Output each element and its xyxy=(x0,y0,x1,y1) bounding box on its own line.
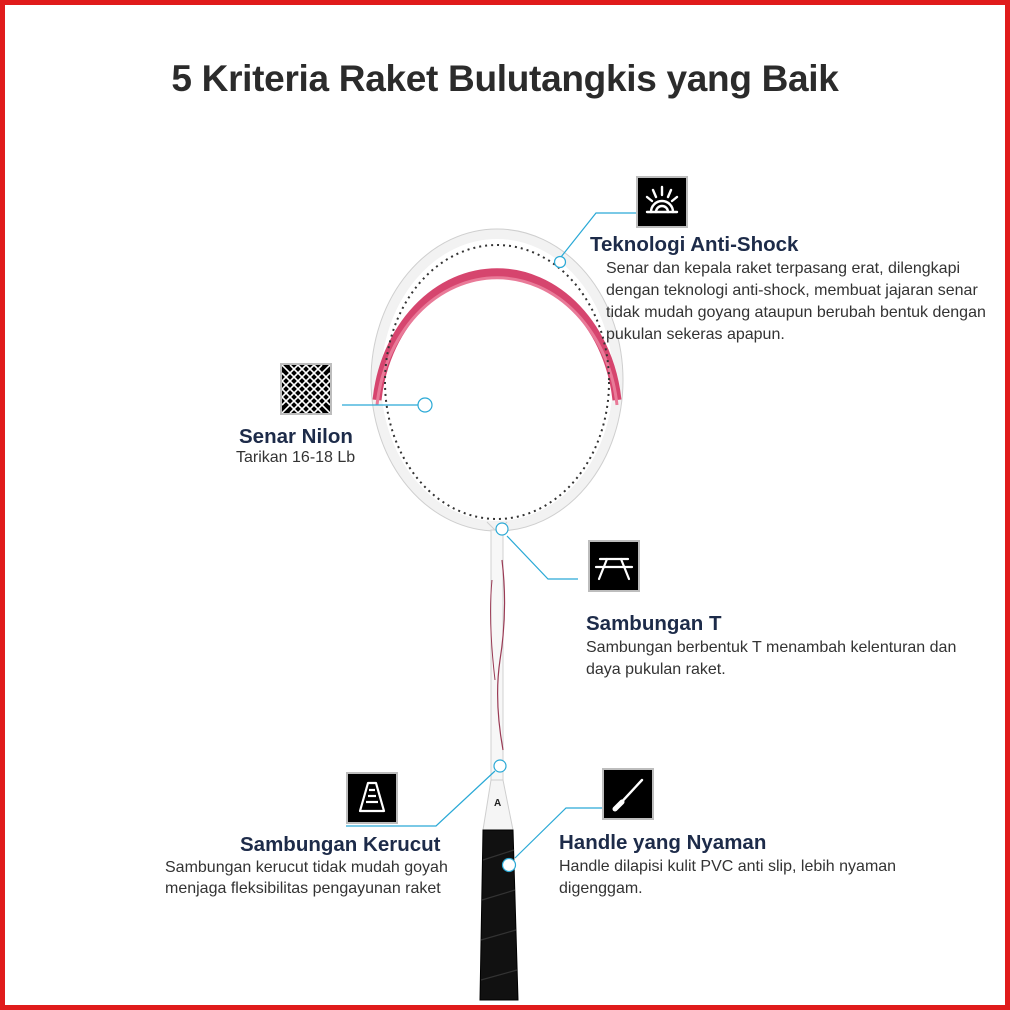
sambungan-t-title: Sambungan T xyxy=(586,612,722,635)
kerucut-title: Sambungan Kerucut xyxy=(240,833,441,856)
kerucut-description: Sambungan kerucut tidak mudah goyah menjaga fleksibilitas pengayunan raket xyxy=(165,859,448,897)
cone-joint-icon xyxy=(346,772,398,824)
string-net-icon xyxy=(280,363,332,415)
racket-handle-icon xyxy=(602,768,654,820)
sambungan-t-description: Sambungan berbentuk T menambah kelenturan dan daya pukulan raket. xyxy=(586,639,957,678)
svg-text:A: A xyxy=(494,798,502,809)
anti-shock-description: Senar dan kepala raket terpasang erat, dilengkapi dengan teknologi anti-shock, membuat jajaran senar tidak mudah goyang ataupun berubah bentuk dengan pukulan sekeras apapun. xyxy=(606,260,986,343)
t-joint-icon xyxy=(588,540,640,592)
string-holes xyxy=(385,245,609,519)
anti-shock-icon xyxy=(636,176,688,228)
handle-title: Handle yang Nyaman xyxy=(559,831,767,854)
senar-description: Tarikan 16-18 Lb xyxy=(236,449,356,466)
senar-title: Senar Nilon xyxy=(239,425,353,448)
handle-description: Handle dilapisi kulit PVC anti slip, lebih nyaman digenggam. xyxy=(559,858,897,897)
page-title: 5 Kriteria Raket Bulutangkis yang Baik xyxy=(171,58,839,99)
anti-shock-title: Teknologi Anti-Shock xyxy=(590,233,799,256)
